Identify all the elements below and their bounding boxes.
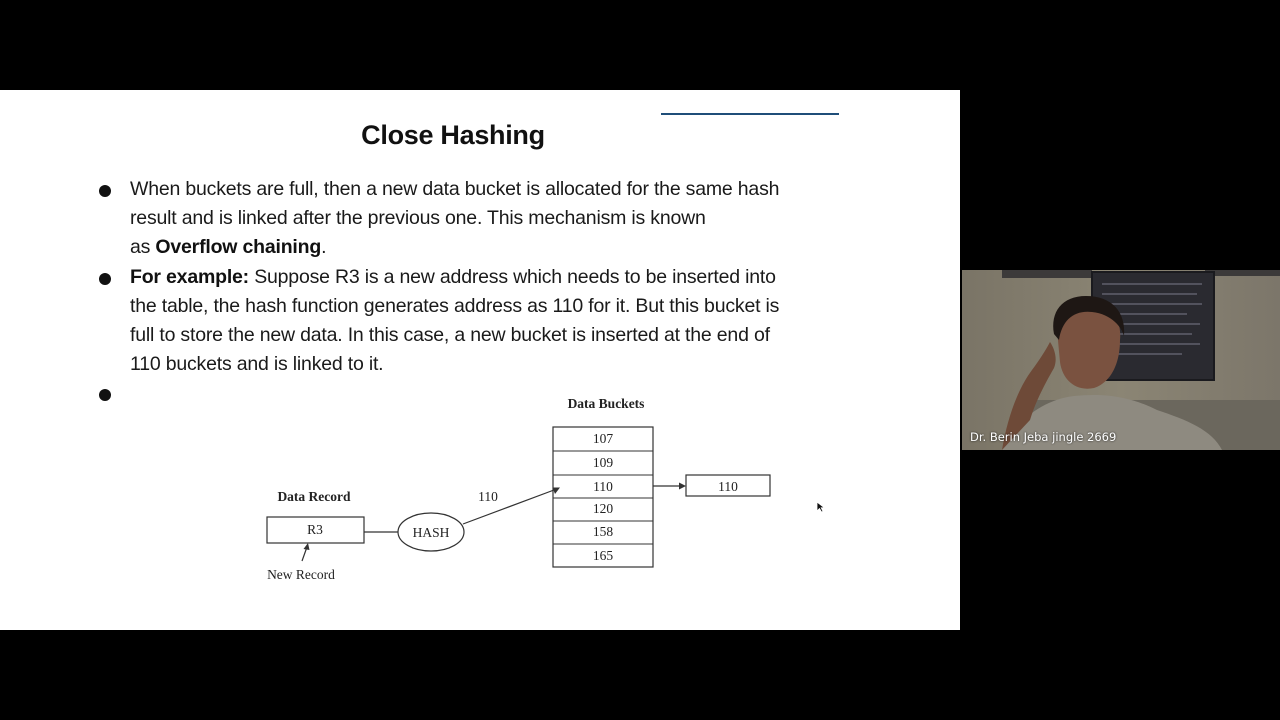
new-record-label: New Record bbox=[267, 567, 335, 582]
bucket-label: 158 bbox=[592, 524, 614, 539]
bucket-label: 107 bbox=[592, 431, 614, 446]
participant-video-tile[interactable] bbox=[962, 270, 1280, 450]
wall-frame bbox=[1205, 270, 1280, 276]
webcam-feed bbox=[962, 270, 1280, 450]
data-record-title: Data Record bbox=[277, 489, 351, 504]
slide-title: Close Hashing bbox=[361, 120, 545, 150]
bullet-line: as bbox=[130, 236, 156, 258]
mouse-cursor-icon bbox=[816, 501, 826, 513]
bullet-item-example bbox=[130, 263, 830, 379]
bullet-line: Suppose R3 is a new address which needs to be inserted into bbox=[248, 266, 776, 288]
bullet-line: full to store the new data. In this case, a new bucket is inserted at the end of bbox=[130, 324, 770, 346]
bold-term: Overflow chaining bbox=[155, 236, 322, 258]
hash-label: HASH bbox=[412, 525, 450, 540]
hash-to-bucket-line bbox=[463, 490, 554, 524]
overflow-link-arrowhead bbox=[679, 483, 686, 490]
overflow-bucket-label: 110 bbox=[718, 479, 738, 494]
bullet-dot bbox=[99, 185, 111, 197]
presentation-slide bbox=[0, 90, 960, 630]
slide-accent-line bbox=[661, 113, 839, 115]
bucket-column bbox=[553, 427, 653, 567]
bucket-label: 165 bbox=[592, 548, 614, 563]
new-record-pointer-arrowhead bbox=[304, 543, 310, 550]
bullet-line: When buckets are full, then a new data bucket is allocated for the same hash bbox=[130, 178, 780, 200]
bullet-dot bbox=[99, 273, 111, 285]
hash-output-label: 110 bbox=[478, 489, 498, 504]
bullet-line: the table, the hash function generates address as 110 for it. But this bucket is bbox=[130, 295, 780, 317]
bullet-line: result and is linked after the previous one. This mechanism is known bbox=[130, 207, 706, 229]
bucket-column-frame bbox=[553, 427, 653, 567]
bold-term: For example: bbox=[130, 266, 249, 288]
bucket-label: 109 bbox=[592, 455, 614, 470]
bullet-item-overflow-chaining bbox=[130, 175, 830, 262]
bucket-label: 110 bbox=[593, 479, 613, 494]
wall-frame bbox=[1002, 270, 1092, 278]
bucket-label: 120 bbox=[592, 501, 614, 516]
data-record-value: R3 bbox=[307, 522, 323, 537]
data-buckets-title: Data Buckets bbox=[567, 396, 645, 411]
bullet-line: . bbox=[321, 236, 327, 258]
bullet-line: 110 buckets and is linked to it. bbox=[130, 353, 384, 375]
participant-name-label: Dr. Berin Jeba jingle 2669 bbox=[970, 430, 1117, 444]
